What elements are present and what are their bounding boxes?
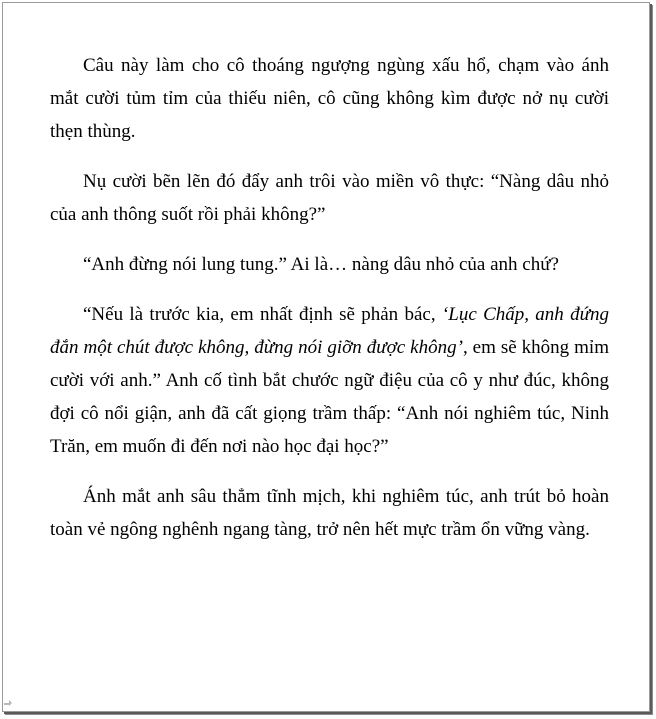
paragraph-4-after: , em sẽ không mỉm cười với anh.” Anh cố tình bắt chước ngữ điệu của cô y như đúc, không đợi cô nổi giận, anh đã cất giọng trầm thấp: “Anh nói nghiêm túc, Ninh Trăn, em muốn đi đến nơi nào học đại học?” (50, 337, 609, 457)
document-page (2, 2, 650, 712)
paragraph-1: Câu này làm cho cô thoáng ngượng ngùng xấu hổ, chạm vào ánh mắt cười tủm tỉm của thiếu niên, cô cũng không kìm được nở nụ cười thẹn thùng. (50, 55, 609, 142)
document-body (50, 49, 609, 546)
paragraph-4 (50, 298, 609, 463)
paragraph-3: “Anh đừng nói lung tung.” Ai là… nàng dâu nhỏ của anh chứ? (83, 254, 559, 275)
paragraph-4-italic: ‘Lục Chấp, anh đứng đắn một chút được không, đừng nói giỡn được không’ (50, 304, 609, 358)
paragraph-2: Nụ cười bẽn lẽn đó đẩy anh trôi vào miền vô thực: “Nàng dâu nhỏ của anh thông suốt rồi phải không?” (50, 171, 609, 225)
paragraph-4-before: “Nếu là trước kia, em nhất định sẽ phản bác, (83, 304, 442, 325)
paragraph-mark-icon (3, 697, 13, 706)
paragraph-5: Ánh mắt anh sâu thẳm tĩnh mịch, khi nghiêm túc, anh trút bỏ hoàn toàn vẻ ngông nghênh ngang tàng, trở nên hết mực trầm ổn vững vàng. (50, 486, 609, 540)
